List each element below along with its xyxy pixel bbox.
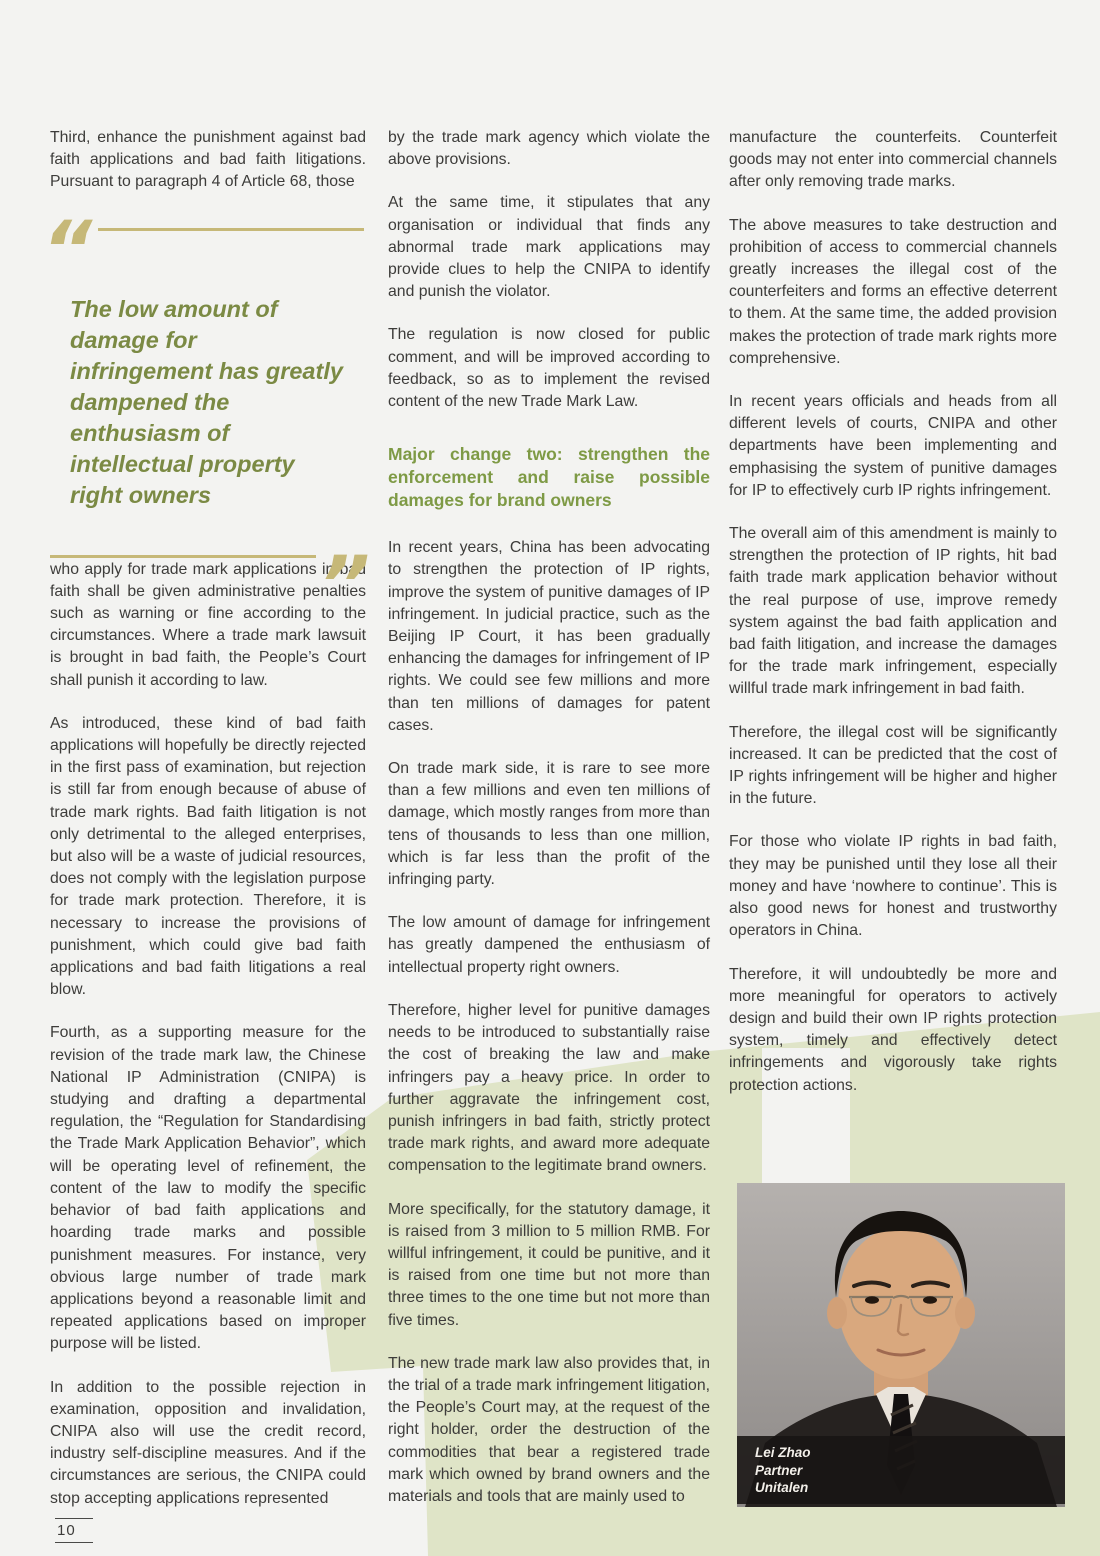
paragraph: In addition to the possible rejection in examination, opposition and invalidation, CNIPA also will use the credit record, industry self-discipline measures. And if the circumstances are serious, the CNIPA could stop accepting applications represented (50, 1378, 366, 1507)
paragraph: Third, enhance the punishment against bad faith applications and bad faith litigations. Pursuant to paragraph 4 of Article 68, those (50, 129, 366, 191)
open-quote-icon: “ (42, 205, 93, 296)
paragraph: As introduced, these kind of bad faith applications will hopefully be directly rejected in the first pass of examination, but rejection is still far from enough because of abuse of trade mark rights. Bad faith litigation is not only detrimental to the alleged enterprises, but also will be a waste of judicial resources, does not comply with the legislation purpose for trade mark protection. Therefore, it is necessary to increase the provisions of punishment, which could give bad faith applications and bad faith litigations a real blow. (50, 714, 366, 999)
pull-quote-text: The low amount of damage for infringement has greatly dampened the enthusiasm of intellectual property right owners (70, 295, 343, 508)
paragraph: For those who violate IP rights in bad faith, they may be punished until they lose all their money and have ‘nowhere to continue’. This is also good news for honest and trustworthy operators in China. (729, 833, 1057, 940)
portrait-photo (737, 1183, 1065, 1507)
paragraph: In recent years, China has been advocating to strengthen the protection of IP rights, improve the system of punitive damages of IP infringement. In judicial practice, such as the Beijing IP Court, it has been gradually enhancing the damages for infringement of IP rights. We could see few millions and more than ten millions of damages for patent cases. (388, 539, 710, 734)
close-quote-icon: ” (319, 540, 370, 631)
column-3 (729, 127, 1057, 1118)
paragraph: The overall aim of this amendment is mainly to strengthen the protection of IP rights, hit bad faith trade mark application behavior without the real purpose of use, improve remedy system against the bad faith application and bad faith litigation, and increase the damages for the trade mark infringement, especially willful trade mark infringement in bad faith. (729, 525, 1057, 698)
pull-quote-top-rule (42, 205, 366, 296)
paragraph: by the trade mark agency which violate the above provisions. (388, 129, 710, 169)
paragraph: Therefore, it will undoubtedly be more and more meaningful for operators to actively design and build their own IP rights protection system, timely and effectively detect infringements and vigorously take rights protection actions. (729, 965, 1057, 1094)
paragraph: More specifically, for the statutory damage, it is raised from 3 million to 5 million RMB. For willful infringement, it could be punitive, and it is raised from one time but not more than three times to the one time but not more than five times. (388, 1200, 710, 1329)
caption-firm: Unitalen (755, 1480, 809, 1495)
paragraph: who apply for trade mark applications in bad faith shall be given administrative penalties such as warning or fine according to the circumstances. Where a trade mark lawsuit is brought in bad faith, the People’s Court shall punish it according to law. (50, 560, 366, 689)
paragraph: At the same time, it stipulates that any organisation or individual that finds any abnormal trade mark applications may provide clues to help the CNIPA to identify and punish the violator. (388, 194, 710, 301)
paragraph: Therefore, the illegal cost will be significantly increased. It can be predicted that the cost of IP rights infringement will be higher and higher in the future. (729, 723, 1057, 808)
paragraph: manufacture the counterfeits. Counterfeit goods may not enter into commercial channels after only removing trade marks. (729, 129, 1057, 191)
photo-caption (737, 1436, 1065, 1504)
paragraph: Therefore, higher level for punitive damages needs to be introduced to substantially raise the cost of breaking the law and make infringers pay a heavy price. In order to further aggravate the infringement cost, punish infringers in bad faith, strictly protect trade mark rights, and award more adequate compensation to the legitimate brand owners. (388, 1001, 710, 1175)
paragraph: On trade mark side, it is rare to see more than a few millions and even ten millions of damage, which mostly ranges from more than tens of thousands to less than one million, which is far less than the profit of the infringing party. (388, 760, 710, 889)
paragraph: The low amount of damage for infringement has greatly dampened the enthusiasm of intellectual property right owners. (388, 914, 710, 976)
caption-title: Partner (755, 1462, 803, 1478)
paragraph: The regulation is now closed for public comment, and will be improved according to feedback, so as to implement the revised content of the new Trade Mark Law. (388, 326, 710, 411)
column-2 (388, 127, 710, 1529)
rule-line (50, 555, 316, 559)
column-1 (42, 127, 370, 1531)
rule-line (98, 228, 364, 232)
caption-name: Lei Zhao (755, 1445, 811, 1460)
paragraph: The above measures to take destruction and prohibition of access to commercial channels greatly increases the illegal cost of the counterfeiters and forms an effective deterrent to them. At the same time, the added provision makes the protection of trade mark rights more comprehensive. (729, 216, 1057, 367)
paragraph: Fourth, as a supporting measure for the revision of the trade mark law, the Chinese National IP Administration (CNIPA) is studying and drafting a departmental regulation, the “Regulation for Standardising the Trade Mark Application Behavior”, which will be operating level of refinement, the content of the law to modify the specific behavior of bad faith applications and hoarding trade marks and possible punishment measures. For instance, very obvious large number of trade mark applications beyond a reasonable limit and repeated applications based on improper purpose will be listed. (50, 1024, 366, 1353)
page-number: 10 (55, 1518, 93, 1543)
paragraph: In recent years officials and heads from all different levels of courts, CNIPA and other departments have been implementing and emphasising the system of punitive damages for IP to effectively curb IP rights infringement. (729, 393, 1057, 499)
section-heading: Major change two: strengthen the enforcement and raise possible damages for brand owners (388, 444, 710, 511)
paragraph: The new trade mark law also provides that, in the trial of a trade mark infringement litigation, the People’s Court may, at the request of the right holder, order the destruction of the commodities that bear a registered trade mark which owned by brand owners and the materials and tools that are mainly used to (388, 1354, 710, 1505)
